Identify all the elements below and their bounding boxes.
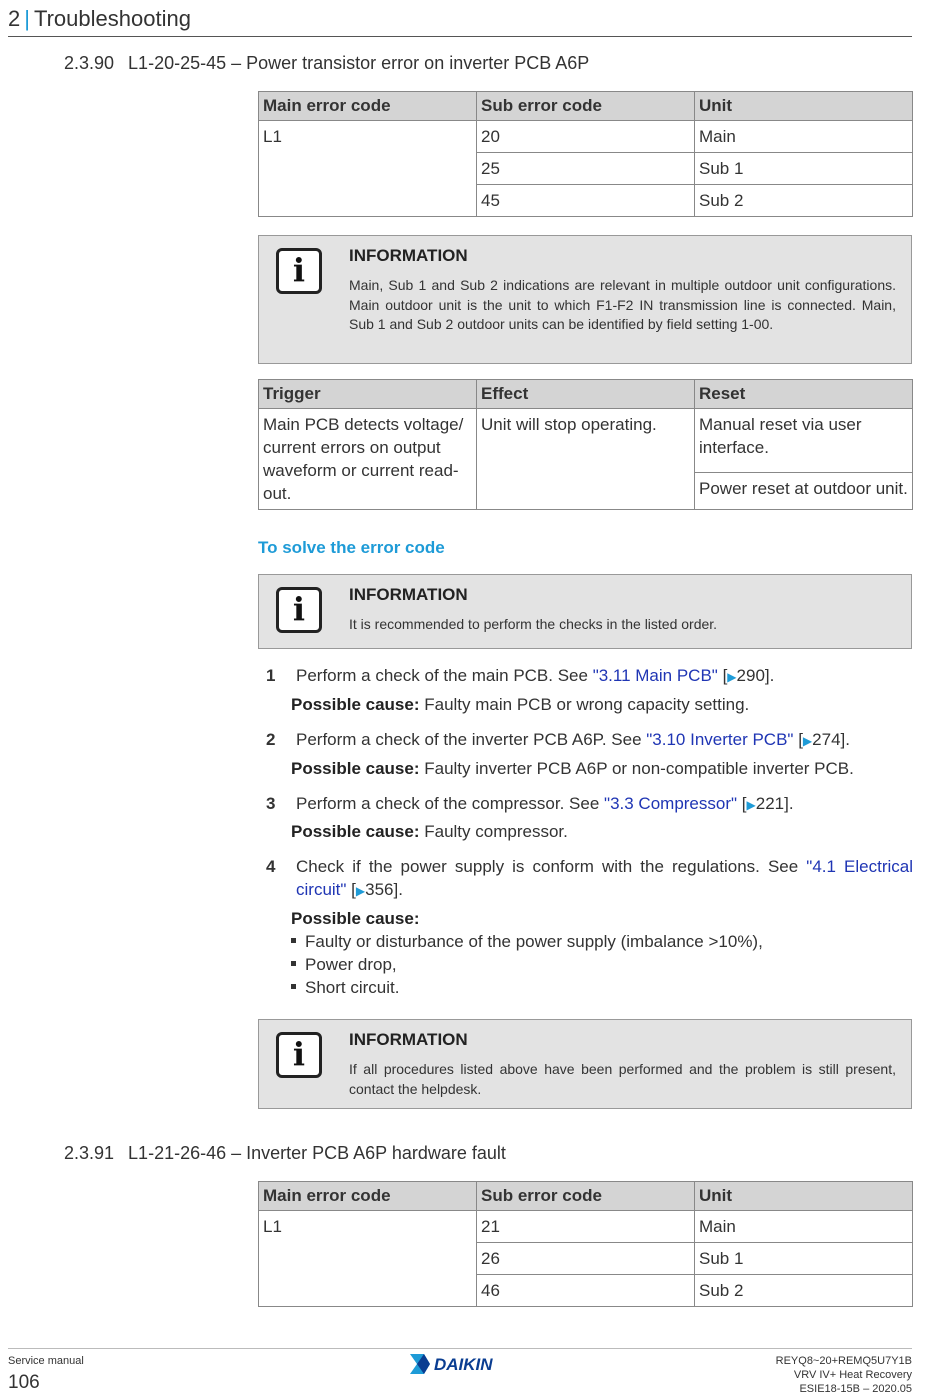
triangle-right-icon: ▶ <box>746 798 756 812</box>
sub-code-cell: 20 <box>477 121 695 153</box>
footer-doc-ref: ESIE18-15B – 2020.05 <box>799 1383 912 1395</box>
step-text: Perform a check of the main PCB. See <box>296 666 593 685</box>
logo-text: DAIKIN <box>434 1355 493 1374</box>
triangle-right-icon: ▶ <box>727 670 737 684</box>
information-box <box>258 235 912 364</box>
col-header-trigger: Trigger <box>259 380 477 409</box>
step-number: 3 <box>266 794 276 813</box>
footer-product: VRV IV+ Heat Recovery <box>793 1369 912 1381</box>
possible-cause <box>291 695 749 715</box>
cause-text: Faulty compressor. <box>419 822 568 841</box>
section-number: 2.3.91 <box>64 1143 115 1163</box>
effect-cell: Unit will stop operating. <box>477 409 695 510</box>
info-icon: i <box>276 1032 322 1078</box>
col-header-unit: Unit <box>695 1182 913 1211</box>
bullet-square-icon <box>291 961 296 966</box>
ref-bracket: ]. <box>764 666 775 685</box>
link-compressor[interactable]: "3.3 Compressor" <box>604 794 738 813</box>
col-header-sub-code: Sub error code <box>477 92 695 121</box>
reset-cell: Power reset at outdoor unit. <box>695 472 913 509</box>
error-code-table <box>258 1181 913 1307</box>
sub-code-cell: 45 <box>477 185 695 217</box>
possible-cause <box>291 759 854 779</box>
footer-model: REYQ8~20+REMQ5U7Y1B <box>775 1355 912 1367</box>
ref-bracket: [ <box>346 880 356 899</box>
unit-cell: Sub 2 <box>695 185 913 217</box>
information-box <box>258 574 912 649</box>
col-header-reset: Reset <box>695 380 913 409</box>
trigger-cell: Main PCB detects voltage/ current errors on output waveform or current read-out. <box>259 409 477 510</box>
step-text: Perform a check of the compressor. See <box>296 794 605 813</box>
page-ref[interactable]: 221 <box>755 794 785 813</box>
ref-bracket: [ <box>793 730 803 749</box>
chapter-number: 2 <box>8 6 21 31</box>
col-header-effect: Effect <box>477 380 695 409</box>
main-code-cell: L1 <box>259 1211 477 1307</box>
chapter-title: Troubleshooting <box>33 6 191 31</box>
cause-text: Faulty main PCB or wrong capacity setting. <box>419 695 750 714</box>
list-item <box>291 978 399 998</box>
info-title: INFORMATION <box>349 246 468 265</box>
error-code-table <box>258 91 913 217</box>
sub-code-cell: 26 <box>477 1243 695 1275</box>
ref-bracket: [ <box>737 794 747 813</box>
possible-cause <box>291 822 568 842</box>
info-icon: i <box>276 587 322 633</box>
link-main-pcb[interactable]: "3.11 Main PCB" <box>592 666 718 685</box>
information-box <box>258 1019 912 1109</box>
link-electrical-circuit[interactable]: "4.1 Electrical circuit" <box>296 857 914 899</box>
list-item <box>291 932 763 952</box>
step-number: 2 <box>266 730 276 749</box>
list-item <box>291 955 397 975</box>
main-code-cell: L1 <box>259 121 477 217</box>
table-row <box>259 1211 913 1243</box>
footer-divider <box>8 1348 912 1349</box>
col-header-sub-code: Sub error code <box>477 1182 695 1211</box>
table-row <box>259 121 913 153</box>
cause-label: Possible cause: <box>291 759 420 778</box>
col-header-unit: Unit <box>695 92 913 121</box>
ref-bracket: ]. <box>840 730 850 749</box>
step-number: 1 <box>266 666 276 685</box>
header-separator: | <box>24 6 30 31</box>
reset-cell: Manual reset via user interface. <box>695 409 913 473</box>
ref-bracket: ]. <box>784 794 794 813</box>
daikin-logo <box>408 1352 512 1376</box>
step-4 <box>266 855 913 905</box>
cause-label: Possible cause: <box>291 822 420 841</box>
header-divider <box>8 36 912 37</box>
bullet-text: Short circuit. <box>305 978 400 997</box>
sub-code-cell: 21 <box>477 1211 695 1243</box>
info-text: If all procedures listed above have been performed and the problem is still present, contact the helpdesk. <box>349 1061 896 1097</box>
cause-label: Possible cause: <box>291 695 420 714</box>
possible-cause <box>291 909 420 929</box>
bullet-text: Power drop, <box>305 955 397 974</box>
sub-code-cell: 25 <box>477 153 695 185</box>
chapter-header <box>8 6 191 32</box>
section-number: 2.3.90 <box>64 53 115 73</box>
page-number: 106 <box>8 1372 40 1393</box>
footer-doc-type: Service manual <box>8 1355 84 1367</box>
page-ref[interactable]: 290 <box>736 666 765 685</box>
info-text: It is recommended to perform the checks in the listed order. <box>349 616 718 632</box>
info-icon: i <box>276 248 322 294</box>
link-inverter-pcb[interactable]: "3.10 Inverter PCB" <box>646 730 794 749</box>
ref-bracket: ]. <box>393 880 403 899</box>
trigger-effect-reset-table <box>258 379 913 510</box>
section-heading: L1-20-25-45 – Power transistor error on inverter PCB A6P <box>128 53 590 73</box>
cause-label: Possible cause: <box>291 909 420 928</box>
unit-cell: Sub 1 <box>695 153 913 185</box>
section-title-2-3-91 <box>64 1143 506 1164</box>
col-header-main-code: Main error code <box>259 1182 477 1211</box>
page-ref[interactable]: 356 <box>365 880 394 899</box>
bullet-text: Faulty or disturbance of the power supply (imbalance >10%), <box>305 932 763 951</box>
triangle-right-icon: ▶ <box>355 884 366 898</box>
section-heading: L1-21-26-46 – Inverter PCB A6P hardware fault <box>128 1143 506 1163</box>
table-row <box>259 409 913 473</box>
info-title: INFORMATION <box>349 585 468 604</box>
step-number: 4 <box>266 857 276 876</box>
ref-bracket: [ <box>717 666 728 685</box>
unit-cell: Sub 2 <box>695 1275 913 1307</box>
sub-code-cell: 46 <box>477 1275 695 1307</box>
bullet-square-icon <box>291 938 296 943</box>
info-text: Main, Sub 1 and Sub 2 indications are relevant in multiple outdoor unit configurations. Main outdoor unit is the unit to which F1-F2 IN transmission line is connected. Main, Sub 1 and Sub 2 outdoor units can be identified by field setting 1-00. <box>349 277 896 332</box>
triangle-right-icon: ▶ <box>802 734 813 748</box>
section-title-2-3-90 <box>64 53 589 74</box>
solve-heading: To solve the error code <box>258 538 445 557</box>
col-header-main-code: Main error code <box>259 92 477 121</box>
unit-cell: Main <box>695 1211 913 1243</box>
step-text: Check if the power supply is conform with the regulations. See <box>296 857 807 876</box>
daikin-logo-mark <box>408 1352 512 1376</box>
footer-meta <box>776 1354 912 1396</box>
page-ref[interactable]: 274 <box>812 730 841 749</box>
unit-cell: Sub 1 <box>695 1243 913 1275</box>
step-text: Perform a check of the inverter PCB A6P. See <box>296 730 647 749</box>
unit-cell: Main <box>695 121 913 153</box>
cause-text: Faulty inverter PCB A6P or non-compatible inverter PCB. <box>419 759 854 778</box>
bullet-square-icon <box>291 984 296 989</box>
info-title: INFORMATION <box>349 1030 468 1049</box>
